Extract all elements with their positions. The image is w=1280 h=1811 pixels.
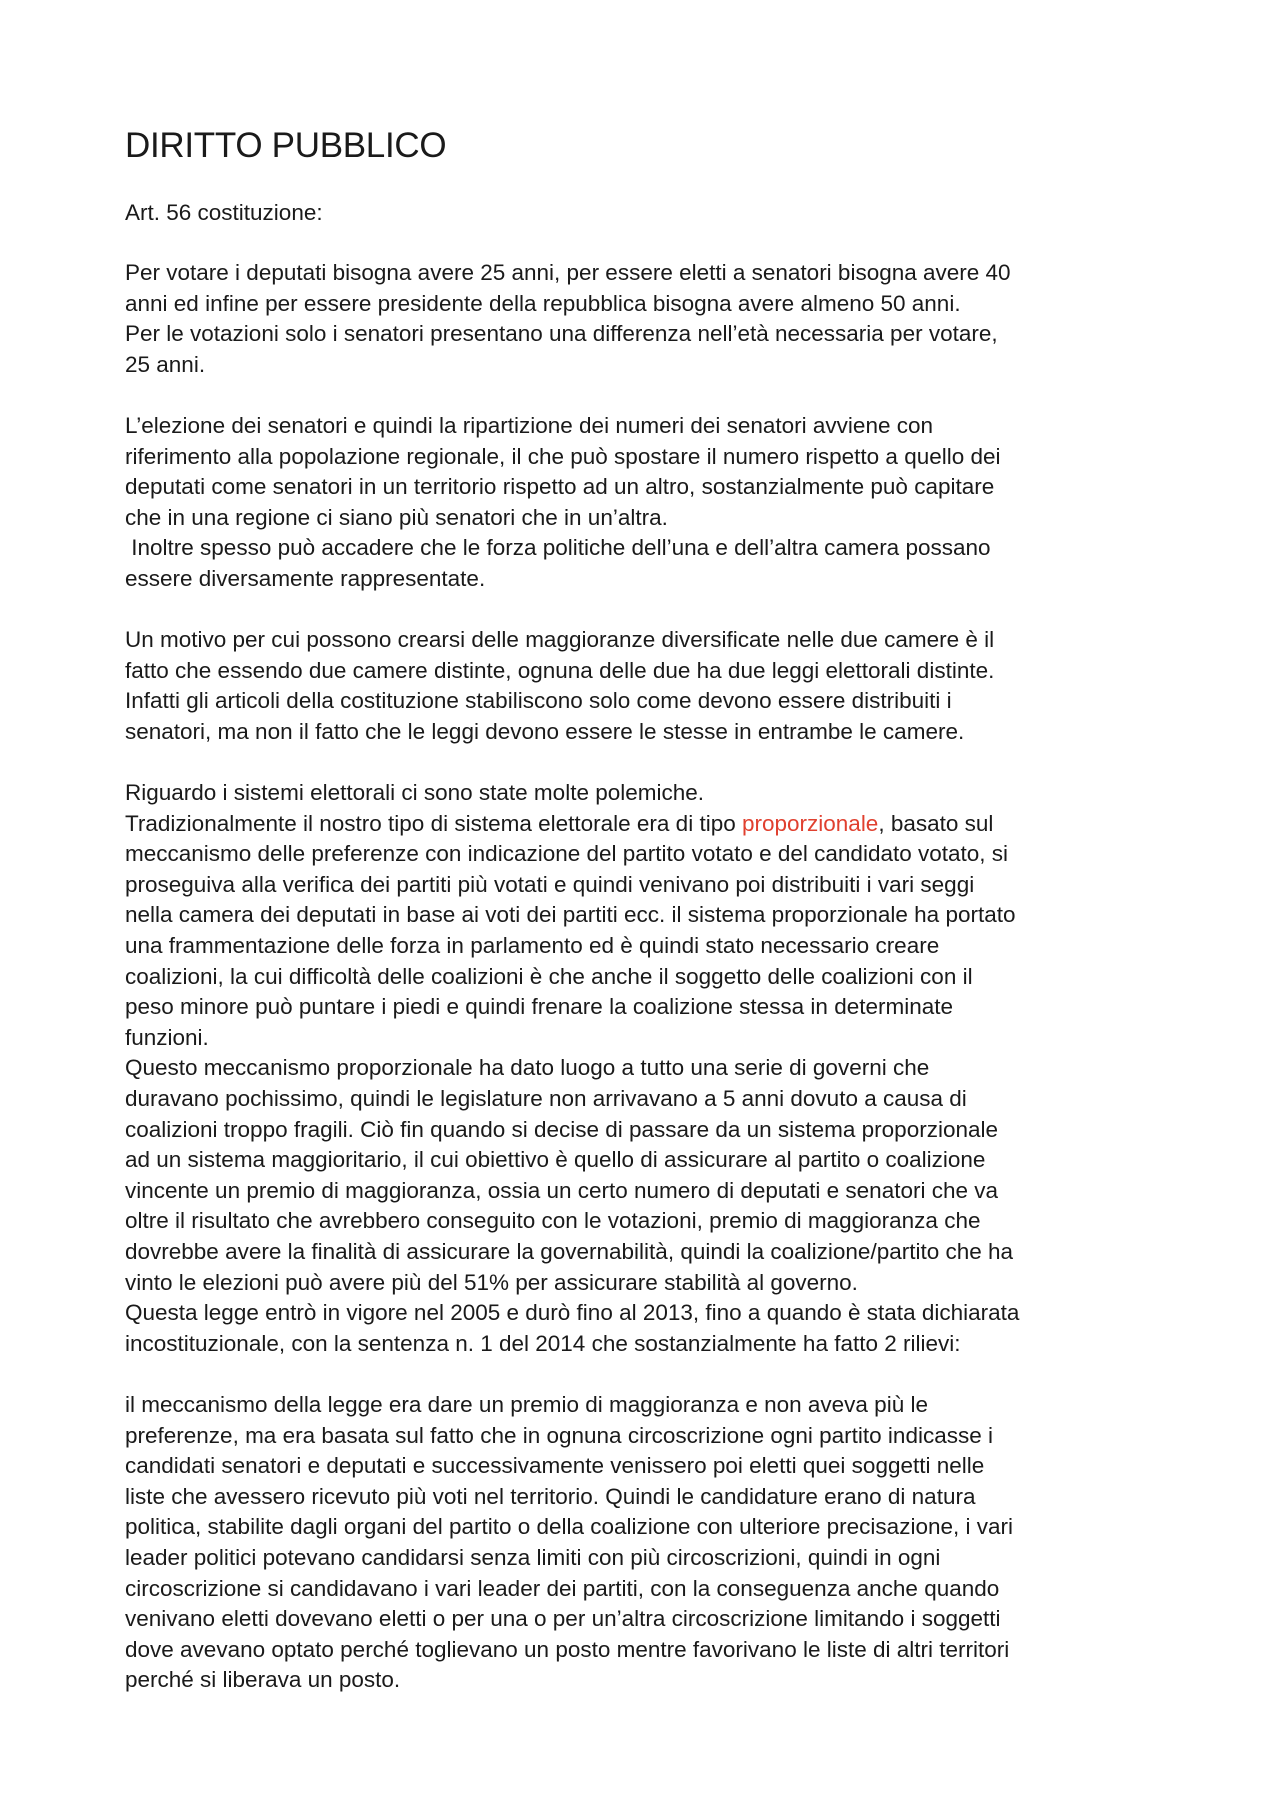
paragraph-line: liste che avessero ricevuto più voti nel territorio. Quindi le candidature erano di natura (125, 1483, 976, 1509)
paragraph-line-start: Tradizionalmente il nostro tipo di sistema elettorale era di tipo (125, 810, 742, 836)
paragraph-line: Un motivo per cui possono crearsi delle maggioranze diversificate nelle due camere è il (125, 627, 995, 653)
paragraph-line: preferenze, ma era basata sul fatto che in ognuna circoscrizione ogni partito indicasse i (125, 1422, 993, 1448)
paragraph-line: peso minore può puntare i piedi e quindi frenare la coalizione stessa in determinate (125, 994, 954, 1020)
article-heading: Art. 56 costituzione: (125, 200, 323, 225)
paragraph-line: che in una regione ci siano più senatori che in un’altra. (125, 504, 668, 530)
paragraph-line: anni ed infine per essere presidente della repubblica bisogna avere almeno 50 anni. (125, 290, 961, 316)
paragraph-line: leader politici potevano candidarsi senza limiti con più circoscrizioni, quindi in ogni (125, 1544, 941, 1570)
paragraph-line: Riguardo i sistemi elettorali ci sono state molte polemiche. (125, 780, 705, 806)
paragraph-line: Questa legge entrò in vigore nel 2005 e durò fino al 2013, fino a quando è stata dichiarata (125, 1300, 1020, 1326)
paragraph-line: vinto le elezioni può avere più del 51% per assicurare stabilità al governo. (125, 1269, 858, 1295)
paragraph-line-end: , basato sul (878, 810, 994, 836)
paragraph-line: coalizioni, la cui difficoltà delle coalizioni è che anche il soggetto delle coalizioni con il (125, 963, 973, 989)
paragraph-age-requirements (125, 258, 1185, 380)
paragraph-line: proseguiva alla verifica dei partiti più votati e quindi venivano poi distribuiti i vari seggi (125, 871, 975, 897)
paragraph-line: Questo meccanismo proporzionale ha dato luogo a tutto una serie di governi che (125, 1055, 930, 1081)
paragraph-line: ad un sistema maggioritario, il cui obiettivo è quello di assicurare al partito o coalizione (125, 1147, 986, 1173)
paragraph-line: duravano pochissimo, quindi le legislature non arrivavano a 5 anni dovuto a causa di (125, 1086, 967, 1112)
paragraph-senator-election (125, 411, 1185, 595)
paragraph-line: deputati come senatori in un territorio rispetto ad un altro, sostanzialmente può capitare (125, 474, 995, 500)
paragraph-line: politica, stabilite dagli organi del partito o della coalizione con ulteriore precisazione, i vari (125, 1514, 1013, 1540)
paragraph-line: candidati senatori e deputati e successivamente venissero poi eletti quei soggetti nelle (125, 1453, 985, 1479)
paragraph-line: meccanismo delle preferenze con indicazione del partito votato e del candidato votato, si (125, 841, 1009, 867)
paragraph-line: fatto che essendo due camere distinte, ognuna delle due ha due leggi elettorali distinte. (125, 657, 995, 683)
paragraph-majorities (125, 625, 1185, 747)
paragraph-line: L’elezione dei senatori e quindi la ripartizione dei numeri dei senatori avviene con (125, 412, 934, 438)
paragraph-line-with-highlight (125, 809, 1185, 840)
paragraph-line: coalizioni troppo fragili. Ciò fin quando si decise di passare da un sistema proporzionale (125, 1116, 998, 1142)
paragraph-electoral-systems (125, 778, 1185, 1359)
paragraph-line: Inoltre spesso può accadere che le forza politiche dell’una e dell’altra camera possano (125, 535, 991, 561)
paragraph-line: una frammentazione delle forza in parlamento ed è quindi stato necessario creare (125, 933, 940, 959)
paragraph-line: riferimento alla popolazione regionale, il che può spostare il numero rispetto a quello dei (125, 443, 1001, 469)
paragraph-line: nella camera dei deputati in base ai voti dei partiti ecc. il sistema proporzionale ha portato (125, 902, 1016, 928)
paragraph-line: dovrebbe avere la finalità di assicurare la governabilità, quindi la coalizione/partito che ha (125, 1239, 1014, 1264)
paragraph-line: dove avevano optato perché toglievano un posto mentre favorivano le liste di altri territori (125, 1636, 1010, 1662)
paragraph-line: circoscrizione si candidavano i vari leader dei partiti, con la conseguenza anche quando (125, 1575, 1000, 1601)
paragraph-line: Per votare i deputati bisogna avere 25 anni, per essere eletti a senatori bisogna avere 40 (125, 260, 1011, 285)
paragraph-line: Per le votazioni solo i senatori presentano una differenza nell’età necessaria per votare, (125, 321, 998, 347)
paragraph-line: vincente un premio di maggioranza, ossia un certo numero di deputati e senatori che va (125, 1177, 999, 1203)
paragraph-line: venivano eletti dovevano eletti o per una o per un’altra circoscrizione limitando i soggetti (125, 1606, 1001, 1632)
paragraph-line: il meccanismo della legge era dare un premio di maggioranza e non aveva più le (125, 1391, 928, 1417)
paragraph-line: Infatti gli articoli della costituzione stabiliscono solo come devono essere distribuiti i (125, 688, 952, 714)
document-title: DIRITTO PUBBLICO (125, 126, 447, 165)
paragraph-line: oltre il risultato che avrebbero conseguito con le votazioni, premio di maggioranza che (125, 1208, 981, 1234)
paragraph-line: funzioni. (125, 1024, 209, 1050)
highlighted-term: proporzionale (741, 810, 879, 836)
document-page (125, 118, 1185, 1727)
paragraph-line: perché si liberava un posto. (125, 1667, 401, 1693)
paragraph-line: essere diversamente rappresentate. (125, 565, 486, 591)
paragraph-law-mechanism (125, 1390, 1185, 1696)
paragraph-line: 25 anni. (125, 351, 206, 377)
paragraph-line: senatori, ma non il fatto che le leggi devono essere le stesse in entrambe le camere. (125, 718, 965, 744)
paragraph-line: incostituzionale, con la sentenza n. 1 del 2014 che sostanzialmente ha fatto 2 rilievi: (125, 1330, 961, 1356)
